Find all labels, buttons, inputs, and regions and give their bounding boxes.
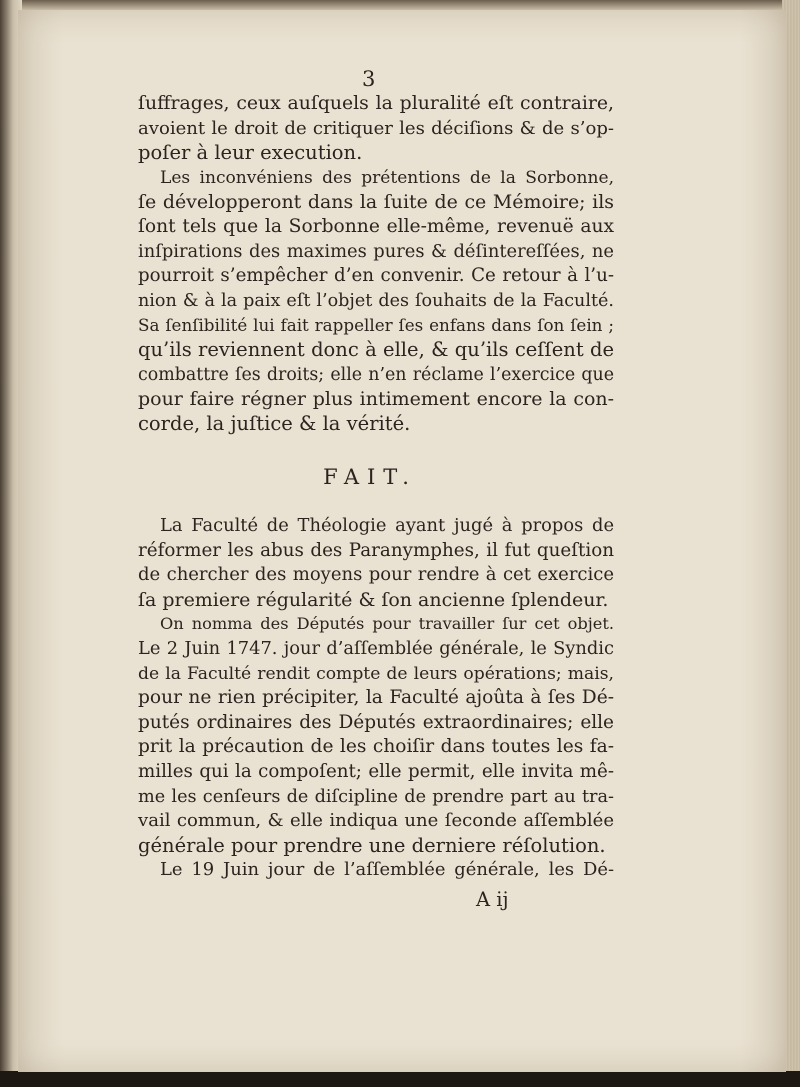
- text-line: pour faire régner plus intimement encore la con-: [138, 388, 614, 411]
- section-heading: FAIT.: [323, 465, 417, 489]
- paragraph-5: [138, 858, 614, 883]
- text-line: pour ne rien précipiter, la Faculté ajoûta à ſes Dé-: [138, 687, 614, 709]
- text-line: ſe développeront dans la ſuite de ce Mémoire; ils: [138, 191, 614, 214]
- text-line: Les inconvéniens des prétentions de la Sorbonne,: [160, 167, 614, 188]
- text-line: Le 2 Juin 1747. jour d’aſſemblée générale, le Syndic: [138, 637, 614, 659]
- text-line: Sa ſenſibilité lui fait rappeller ſes enfans dans ſon ſein ;: [138, 315, 614, 336]
- text-line: Le 19 Juin jour de l’aſſemblée générale, les Dé-: [160, 859, 614, 881]
- text-line: La Faculté de Théologie ayant jugé à propos de: [160, 515, 614, 536]
- paragraph-4: [138, 612, 614, 858]
- bottom-shadow: [0, 1071, 800, 1087]
- book-top-edge: [22, 0, 782, 10]
- paragraph-3: [138, 514, 614, 612]
- signature-mark: A ij: [476, 888, 509, 911]
- text-line: réformer les abus des Paranymphes, il fut queſtion: [138, 539, 614, 561]
- paragraph-2: [138, 166, 614, 437]
- text-line: de la Faculté rendit compte de leurs opérations; mais,: [138, 663, 614, 684]
- text-line: ſuffrages, ceux auſquels la pluralité eſt contraire,: [138, 93, 614, 114]
- text-line: qu’ils reviennent donc à elle, & qu’ils ceſſent de: [138, 337, 614, 361]
- text-line: avoient le droit de critiquer les déciſions & de s’op-: [138, 117, 614, 139]
- text-line: nion & à la paix eſt l’objet des ſouhaits de la Faculté.: [138, 290, 614, 311]
- text-line: ſa premiere régularité & ſon ancienne ſplendeur.: [138, 588, 609, 611]
- text-line: inſpirations des maximes pures & déſintereſſées, ne: [138, 240, 614, 262]
- text-line: poſer à leur execution.: [138, 141, 363, 165]
- text-line: corde, la juſtice & la vérité.: [138, 411, 411, 435]
- text-line: putés ordinaires des Députés extraordinaires; elle: [138, 711, 614, 733]
- text-line: générale pour prendre une derniere réſolution.: [138, 833, 606, 857]
- paragraph-1: [138, 92, 614, 166]
- text-line: de chercher des moyens pour rendre à cet exercice: [138, 564, 614, 586]
- text-line: combattre ſes droits; elle n’en réclame l’exercice que: [138, 364, 614, 385]
- text-line: vail commun, & elle indiqua une ſeconde aſſemblée: [138, 810, 614, 832]
- body-text-bottom: [138, 514, 614, 883]
- text-line: milles qui la compoſent; elle permit, elle invita mê-: [138, 760, 614, 782]
- page-number: 3: [362, 67, 376, 91]
- text-line: me les cenſeurs de diſcipline de prendre part au tra-: [138, 786, 614, 807]
- text-line: ſont tels que la Sorbonne elle-même, revenuë aux: [138, 215, 614, 237]
- text-line: On nomma des Députés pour travailler ſur cet objet.: [160, 614, 614, 634]
- body-text-top: [138, 92, 614, 436]
- text-line: pourroit s’empêcher d’en convenir. Ce retour à l’u-: [138, 265, 614, 287]
- text-line: prit la précaution de les choiſir dans toutes les fa-: [138, 736, 614, 758]
